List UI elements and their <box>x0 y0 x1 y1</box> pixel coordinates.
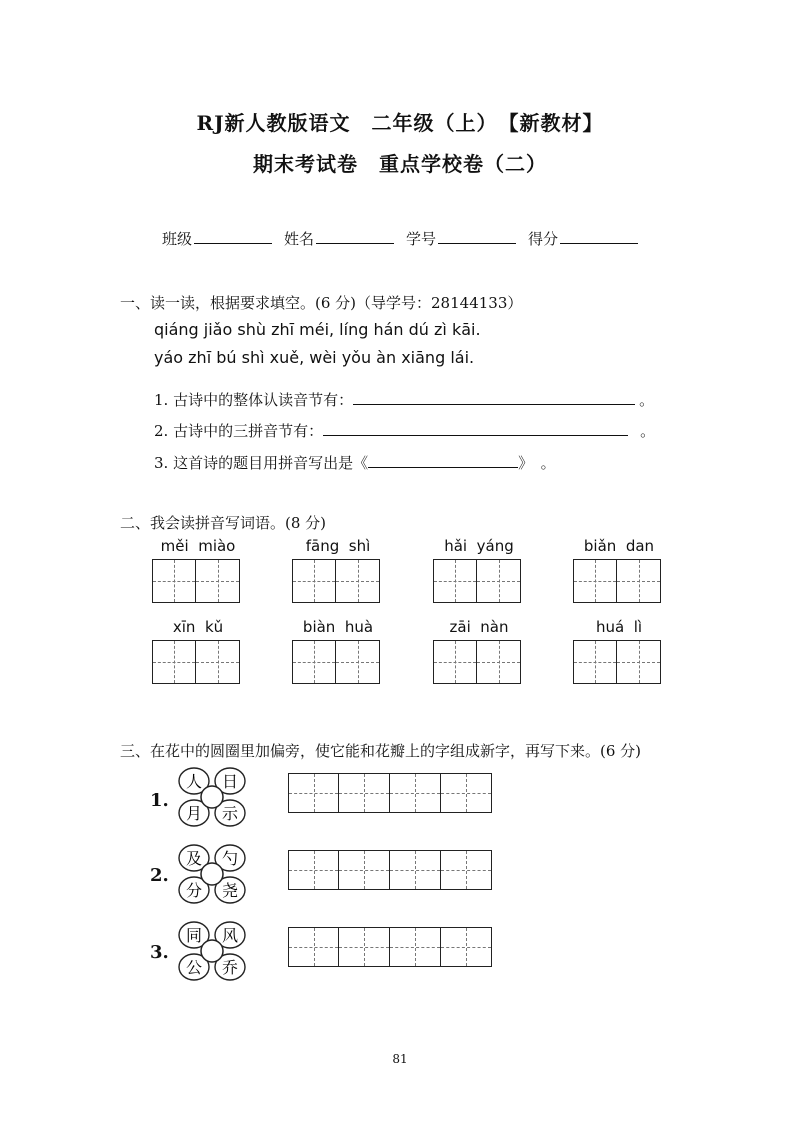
score-field[interactable] <box>560 229 638 244</box>
question-2-end: 。 <box>640 422 656 440</box>
writing-cell[interactable] <box>573 640 617 684</box>
flower-1-number: 1. <box>150 790 169 811</box>
center-circle <box>201 786 223 808</box>
word-item <box>292 537 384 603</box>
section2-heading: 二、我会读拼音写词语。(8 分) <box>120 514 327 532</box>
pinyin-label: zāi nàn <box>449 618 509 636</box>
flower-2-number: 2. <box>150 865 169 886</box>
pinyin-label: fāng shì <box>305 537 371 555</box>
writing-cell[interactable] <box>441 850 492 890</box>
writing-cell[interactable] <box>292 559 336 603</box>
answer-grid-2 <box>288 850 492 890</box>
question-3-end: 》 。 <box>518 454 556 472</box>
writing-cell[interactable] <box>196 640 240 684</box>
word-item <box>292 618 384 684</box>
writing-cell[interactable] <box>339 773 390 813</box>
question-3-text: 3. 这首诗的题目用拼音写出是《 <box>154 454 369 472</box>
petal-text: 尧 <box>221 881 239 900</box>
name-field[interactable] <box>316 229 394 244</box>
writing-cell[interactable] <box>288 850 339 890</box>
question-1-text: 1. 古诗中的整体认读音节有： <box>154 391 354 409</box>
pinyin-label: biǎn dan <box>583 537 655 555</box>
poem-line-1: qiáng jiǎo shù zhī méi, líng hán dú zì kāi. <box>154 320 481 339</box>
writing-cell[interactable] <box>441 927 492 967</box>
word-item <box>573 537 665 603</box>
writing-cell[interactable] <box>152 559 196 603</box>
student-info-row <box>162 228 650 249</box>
word-item <box>573 618 665 684</box>
petal-text: 分 <box>185 881 203 900</box>
class-field[interactable] <box>194 229 272 244</box>
page-title-line1: RJ新人教版语文 二年级（上） 【新教材】 <box>196 111 604 135</box>
question-1 <box>154 389 654 410</box>
question-1-end: 。 <box>639 391 655 409</box>
petal-text: 月 <box>185 804 203 823</box>
petal-text: 乔 <box>221 958 239 977</box>
class-label: 班级 <box>162 230 193 248</box>
word-item <box>433 537 525 603</box>
writing-cell[interactable] <box>573 559 617 603</box>
petal-text: 同 <box>185 926 203 945</box>
answer-grid-1 <box>288 773 492 813</box>
word-item <box>433 618 525 684</box>
writing-cell[interactable] <box>433 640 477 684</box>
poem-line-2: yáo zhī bú shì xuě, wèi yǒu àn xiāng lái. <box>154 348 475 367</box>
word-item <box>152 537 244 603</box>
page-title-line2: 期末考试卷 重点学校卷（二） <box>253 152 547 176</box>
petal-text: 人 <box>185 772 203 791</box>
word-item <box>152 618 244 684</box>
center-circle <box>201 863 223 885</box>
pinyin-label: biàn huà <box>302 618 374 636</box>
section3-heading: 三、在花中的圆圈里加偏旁，使它能和花瓣上的字组成新字，再写下来。(6 分) <box>120 742 642 760</box>
pinyin-label: hǎi yáng <box>444 537 514 555</box>
question-2-text: 2. 古诗中的三拼音节有： <box>154 422 324 440</box>
writing-cell[interactable] <box>433 559 477 603</box>
pinyin-label: huá lì <box>595 618 643 636</box>
number-label: 学号 <box>406 230 437 248</box>
writing-cell[interactable] <box>477 640 521 684</box>
petal-text: 示 <box>221 804 239 823</box>
flower-3 <box>176 920 248 982</box>
question-2 <box>154 420 655 441</box>
flower-2 <box>176 843 248 905</box>
question-1-answer-field[interactable] <box>353 392 635 405</box>
writing-cell[interactable] <box>292 640 336 684</box>
flower-1 <box>176 766 248 828</box>
writing-cell[interactable] <box>339 850 390 890</box>
writing-cell[interactable] <box>477 559 521 603</box>
pinyin-label: xīn kǔ <box>172 618 224 636</box>
question-3 <box>154 452 556 473</box>
writing-cell[interactable] <box>617 640 661 684</box>
question-3-answer-field[interactable] <box>368 455 518 468</box>
petal-text: 公 <box>185 958 203 977</box>
petal-text: 勺 <box>221 849 239 868</box>
writing-cell[interactable] <box>336 640 380 684</box>
writing-cell[interactable] <box>390 927 441 967</box>
name-label: 姓名 <box>284 230 315 248</box>
writing-cell[interactable] <box>617 559 661 603</box>
writing-cell[interactable] <box>339 927 390 967</box>
center-circle <box>201 940 223 962</box>
section1-heading: 一、读一读，根据要求填空。(6 分)（导学号：28144133） <box>120 294 523 312</box>
writing-cell[interactable] <box>390 850 441 890</box>
petal-text: 日 <box>221 772 239 791</box>
score-label: 得分 <box>528 230 559 248</box>
writing-cell[interactable] <box>288 773 339 813</box>
question-2-answer-field[interactable] <box>323 423 628 436</box>
writing-cell[interactable] <box>288 927 339 967</box>
answer-grid-3 <box>288 927 492 967</box>
flower-3-number: 3. <box>150 942 169 963</box>
number-field[interactable] <box>438 229 516 244</box>
pinyin-label: měi miào <box>160 537 236 555</box>
writing-cell[interactable] <box>441 773 492 813</box>
writing-cell[interactable] <box>196 559 240 603</box>
writing-cell[interactable] <box>152 640 196 684</box>
petal-text: 风 <box>221 926 239 945</box>
petal-text: 及 <box>185 849 203 868</box>
writing-cell[interactable] <box>390 773 441 813</box>
page-number: 81 <box>392 1052 408 1066</box>
writing-cell[interactable] <box>336 559 380 603</box>
